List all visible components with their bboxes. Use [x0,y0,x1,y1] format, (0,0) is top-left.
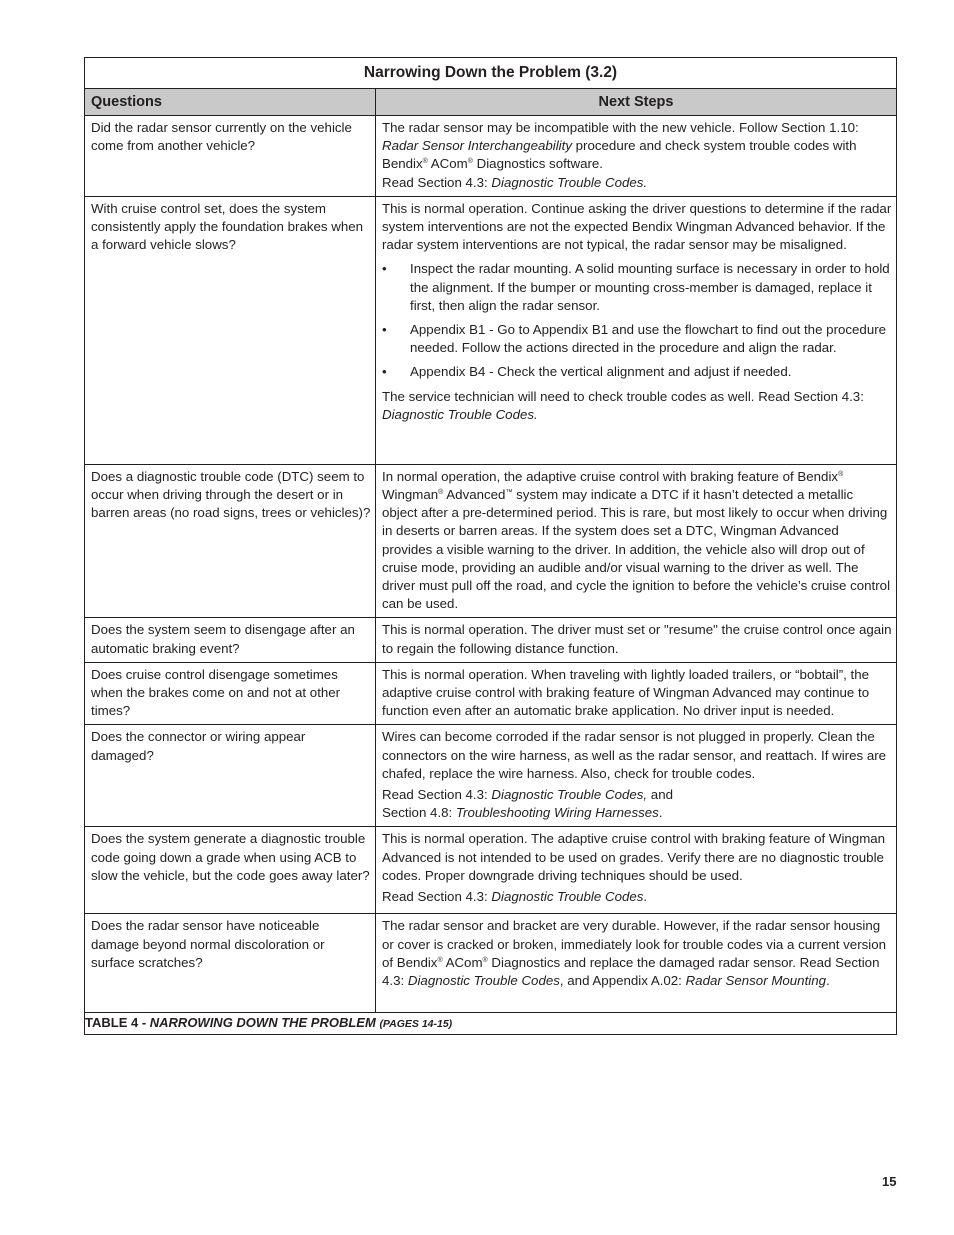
bullet-item [382,363,892,381]
bullet-item [382,321,892,357]
trademark-mark: ™ [505,489,513,497]
section-title: Diagnostic Trouble Codes, [491,787,648,803]
text-run: system may indicate a DTC if it hasn’t detected a metallic object after a pre-determined period. This is rare, but most likely to occur when driving in deserts or barren areas. If the system does set a DTC, Wingman Advanced provides a visible warning to the driver. In addition, the vehicle also will drop out of cruise mode, providing an audible and/or visual warning to the driver as well. The driver must pull off the road, and cycle the ignition to before the vehicle’s cruise control can be used. [382,487,891,612]
next-steps-cell [376,827,897,914]
question-cell: Did the radar sensor currently on the vehicle come from another vehicle? [85,116,376,197]
bullet-icon: • [382,322,387,338]
next-steps-text: Wires can become corroded if the radar sensor is not plugged in properly. Clean the connectors on the wire harness, as well as the radar sensor, and reattach. If wires are chafed, replace the wire harness. Also, check for trouble codes. [382,729,887,781]
table-row [85,464,897,618]
registered-mark: ® [422,158,428,166]
next-steps-cell [376,662,897,725]
bullet-text: Inspect the radar mounting. A solid mounting surface is necessary in order to hold the alignment. If the bumper or mounting cross-member is damaged, replace it first, then align the radar sensor. [410,261,890,313]
next-steps-cell [376,914,897,1013]
table-title: Narrowing Down the Problem (3.2) [85,58,897,89]
text-run: Read Section 4.3: [382,889,492,905]
section-title: Diagnostic Trouble Codes. [491,174,648,190]
registered-mark: ® [467,158,473,166]
text-run: . [643,889,648,905]
troubleshooting-table [84,57,897,1035]
text-run: ACom [427,156,468,172]
next-steps-cell [376,196,897,464]
text-run: In normal operation, the adaptive cruise control with braking feature of Bendix [382,468,839,484]
next-steps-text [382,917,892,990]
section-title: Troubleshooting Wiring Harnesses [455,805,659,821]
caption-label: TABLE 4 - [85,1015,150,1031]
registered-mark: ® [482,956,488,964]
text-run: . [658,805,663,821]
table-caption [85,1013,897,1035]
next-steps-cell [376,464,897,618]
next-steps-text [382,388,892,424]
text-run: Wingman [382,487,439,503]
table-row [85,725,897,827]
next-steps-cell [376,116,897,197]
page-number: 15 [882,1174,897,1189]
next-steps-text [382,468,892,614]
section-title: Radar Sensor Interchangeability [382,138,572,154]
next-steps-text [382,119,892,192]
text-run: The radar sensor and bracket are very durable. However, if the radar sensor housing or cover is cracked or broken, immediately look for trouble codes via a current version of Bendix [382,918,887,970]
text-run: Diagnostics software. [472,156,603,172]
table-row [85,914,897,1013]
text-run: Section 4.8: [382,805,456,821]
question-cell: Does the system generate a diagnostic trouble code going down a grade when using ACB to slow the vehicle, but the code goes away later? [85,827,376,914]
registered-mark: ® [437,956,443,964]
question-cell: Does a diagnostic trouble code (DTC) seem to occur when driving through the desert or in barren areas (no road signs, trees or vehicles)? [85,464,376,618]
question-cell: Does cruise control disengage sometimes when the brakes come on and not at other times? [85,662,376,725]
question-cell: With cruise control set, does the system consistently apply the foundation brakes when a forward vehicle slows? [85,196,376,464]
next-steps-cell [376,618,897,662]
text-run: procedure and check system trouble codes with Bendix [382,138,857,172]
text-run: The service technician will need to check trouble codes as well. Read Section 4.3: [382,388,864,404]
bullet-text: Appendix B1 - Go to Appendix B1 and use the flowchart to find out the procedure needed. Follow the actions directed in the procedure and align the radar. [410,322,887,356]
text-run: Advanced [443,487,506,503]
column-header-questions: Questions [85,89,376,116]
text-run: The radar sensor may be incompatible with the new vehicle. Follow Section 1.10: [382,120,859,135]
next-steps-text: This is normal operation. The adaptive cruise control with braking feature of Wingman Advanced is not intended to be used on grades. Verify there are no diagnostic trouble codes. Proper downgrade driving techniques should be used. [382,831,886,883]
bullet-item [382,260,892,315]
bullet-text: Appendix B4 - Check the vertical alignment and adjust if needed. [410,364,792,380]
table-row [85,662,897,725]
section-title: Diagnostic Trouble Codes [491,889,644,905]
table-row [85,618,897,662]
next-steps-intro: This is normal operation. Continue asking the driver questions to determine if the radar system interventions are not the expected Bendix Wingman Advanced behavior. If the radar system interventions are not typical, the radar sensor may be misaligned. [382,200,892,253]
table-row [85,196,897,464]
caption-pages: (PAGES 14-15) [379,1018,453,1031]
table-row [85,827,897,914]
text-run: , and Appendix A.02: [559,973,686,989]
question-cell: Does the system seem to disengage after an automatic braking event? [85,618,376,662]
caption-title: NARROWING DOWN THE PROBLEM [149,1015,376,1031]
next-steps-text: This is normal operation. When traveling with lightly loaded trailers, or “bobtail”, the adaptive cruise control with braking feature of Wingman Advanced may continue to function even after an automatic brake application. No driver input is needed. [382,666,870,719]
text-run: Read Section 4.3: [382,174,492,190]
next-steps-text [382,786,892,822]
question-cell: Does the radar sensor have noticeable damage beyond normal discoloration or surface scratches? [85,914,376,1013]
registered-mark: ® [838,470,844,478]
text-run: ACom [442,954,483,970]
next-steps-text: This is normal operation. The driver must set or "resume" the cruise control once again to regain the following distance function. [382,622,892,656]
registered-mark: ® [438,489,444,497]
section-title: Radar Sensor Mounting [685,973,827,989]
text-run: and [647,787,673,803]
text-run: Read Section 4.3: [382,787,492,803]
table-row [85,116,897,197]
question-cell: Does the connector or wiring appear damaged? [85,725,376,827]
section-title: Diagnostic Trouble Codes. [382,406,538,422]
text-run: . [826,973,830,989]
next-steps-cell [376,725,897,827]
section-title: Diagnostic Trouble Codes [407,973,560,989]
next-steps-text [382,888,892,906]
column-header-next-steps: Next Steps [376,89,897,116]
text-run: Diagnostics and replace the damaged radar sensor. Read Section 4.3: [382,954,880,989]
bullet-icon: • [382,261,387,277]
bullet-icon: • [382,364,387,380]
